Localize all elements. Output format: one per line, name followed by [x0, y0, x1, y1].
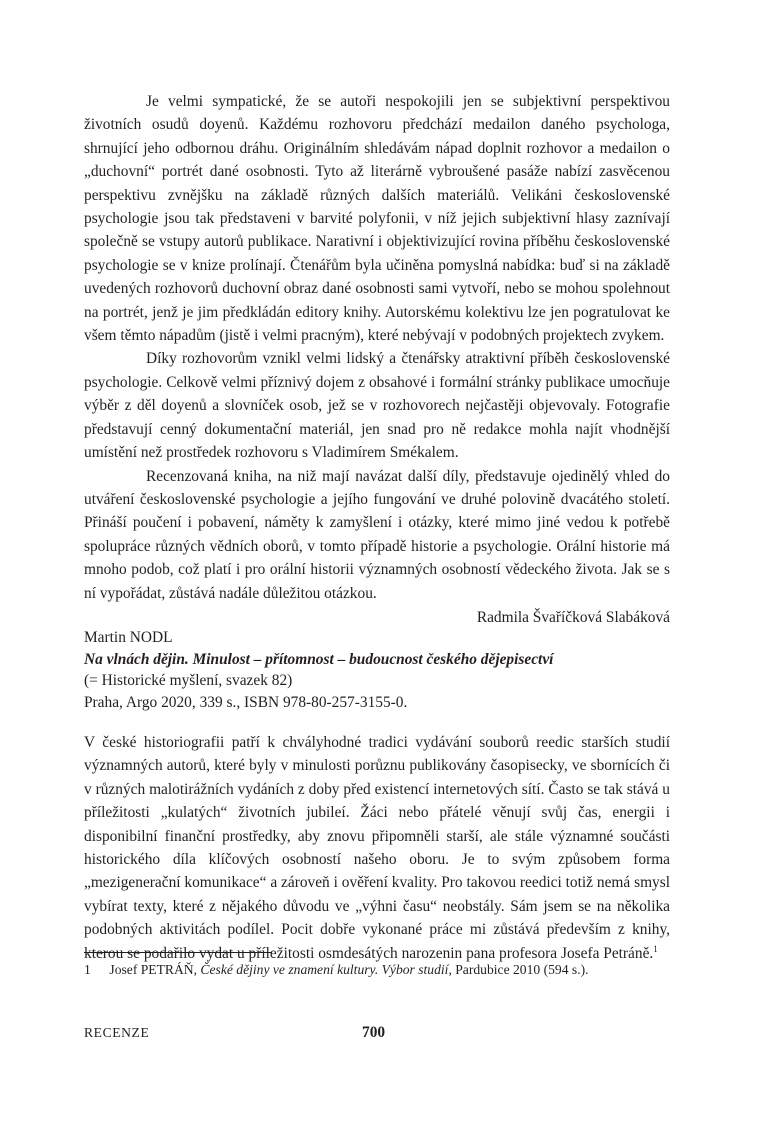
paragraph: Díky rozhovorům vznikl velmi lidský a čtenářsky atraktivní příběh československé psychologie. Celkově velmi příznivý dojem z obsahové i formální stránky publikace umocňuje výběr z děl doyenů a slovníček osob, jež se v rozhovorech nejčastěji objevovaly. Fotografie představují cenný dokumentační materiál, jen snad pro ně redakce mohla najít vhodnější umístění než prostředek rozhovoru s Vladimírem Smékalem.: [84, 350, 670, 462]
footnote-reference[interactable]: 1: [653, 943, 658, 954]
review-signature: Radmila Švaříčková Slabáková: [476, 608, 670, 626]
review-continuation: [84, 90, 670, 629]
footnote-author: Josef PETRÁŇ,: [109, 962, 198, 977]
paragraph: Je velmi sympatické, že se autoři nespokojili jen se subjektivní perspektivou životních osudů doyenů. Každému rozhovoru předchází medailon daného psychologa, shrnující jeho odbornou dráhu. Originálním shledávám nápad doplnit rozhovor a medailon o „duchovní“ portrét dané osobnosti. Tyto až literárně vybroušené pasáže nabízí zasvěcenou perspektivu zvnějšku na základě různých dalších materiálů. Velikáni československé psychologie jsou tak představeni v barvité polyfonii, v níž jejich subjektivní hlasy zaznívají společně se vstupy autorů publikace. Narativní i objektivizující rovina příběhu československé psychologie se v knize prolínají. Čtenářům byla učiněna pomyslná nabídka: buď si na základě uvedených rozhovorů duchovní obraz dané osobnosti sami vytvoří, nebo se mohou spolehnout na portrét, jenž je jim předkládán editory knihy. Autorskému kolektivu lze jen pogratulovat ke všem těmto nápadům (jistě i velmi pracným), které nebývají v podobných projektech zvykem.: [84, 93, 670, 345]
page-number: 700: [362, 1024, 386, 1041]
paragraph: Recenzovaná kniha, na niž mají navázat další díly, představuje ojedinělý vhled do utváření československé psychologie a jejího fungování ve druhé polovině dvacátého století. Přináší poučení i pobavení, náměty k zamyšlení i otázky, které mimo jiné vedou k potřebě spolupráce různých vědních oborů, v tomto případě historie a psychologie. Orální historie má mnoho podob, což platí i pro orální historii významných osobností vědeckého života. Jak se s ní vypořádat, zůstává nadále důležitou otázkou.: [84, 467, 670, 602]
book-series: (= Historické myšlení, svazek 82): [84, 672, 293, 690]
footnote: [84, 961, 684, 979]
footnote-divider: [84, 952, 272, 953]
footnote-rest: , Pardubice 2010 (594 s.).: [448, 962, 589, 977]
footnote-number: 1: [84, 962, 91, 977]
running-footer-section: RECENZE: [84, 1025, 150, 1040]
book-title: Na vlnách dějin. Minulost – přítomnost – budoucnost českého dějepisectví: [84, 650, 554, 668]
bibliographic-header: [84, 627, 670, 713]
book-author: Martin NODL: [84, 629, 173, 646]
book-imprint: Praha, Argo 2020, 339 s., ISBN 978-80-257-3155-0.: [84, 693, 408, 711]
paragraph-text: V české historiografii patří k chvályhodné tradici vydávání souborů reedic starších studií významných autorů, které byly v minulosti porůznu publikovány časopisecky, ve sbornících či v různých malotirážních vydáních z doby před existencí internetových sítí. Často se tak stává u příležitosti „kulatých“ životních jubileí. Žáci nebo přátelé věnují svůj čas, energii i disponibilní finanční prostředky, aby znovu připomněli starší, ale stále významné součásti historického díla klíčových osobností našeho oboru. Je to svým způsobem forma „mezigenerační komunikace“ a zároveň i ověření kvality. Pro takovou reedici totiž nemá smysl vybírat texty, které z nějakého důvodu ve „výhni času“ neobstály. Sám jsem se na několika podobných aktivitách podílel. Pocit dobře vykonané práce mi zůstává především z knihy, kterou se podařilo vydat u příležitosti osmdesátých narozenin pana profesora Josefa Petráně.: [84, 734, 670, 962]
review-body: [84, 731, 670, 965]
footnote-title: České dějiny ve znamení kultury. Výbor studií: [200, 962, 449, 977]
paragraph: [84, 731, 670, 965]
